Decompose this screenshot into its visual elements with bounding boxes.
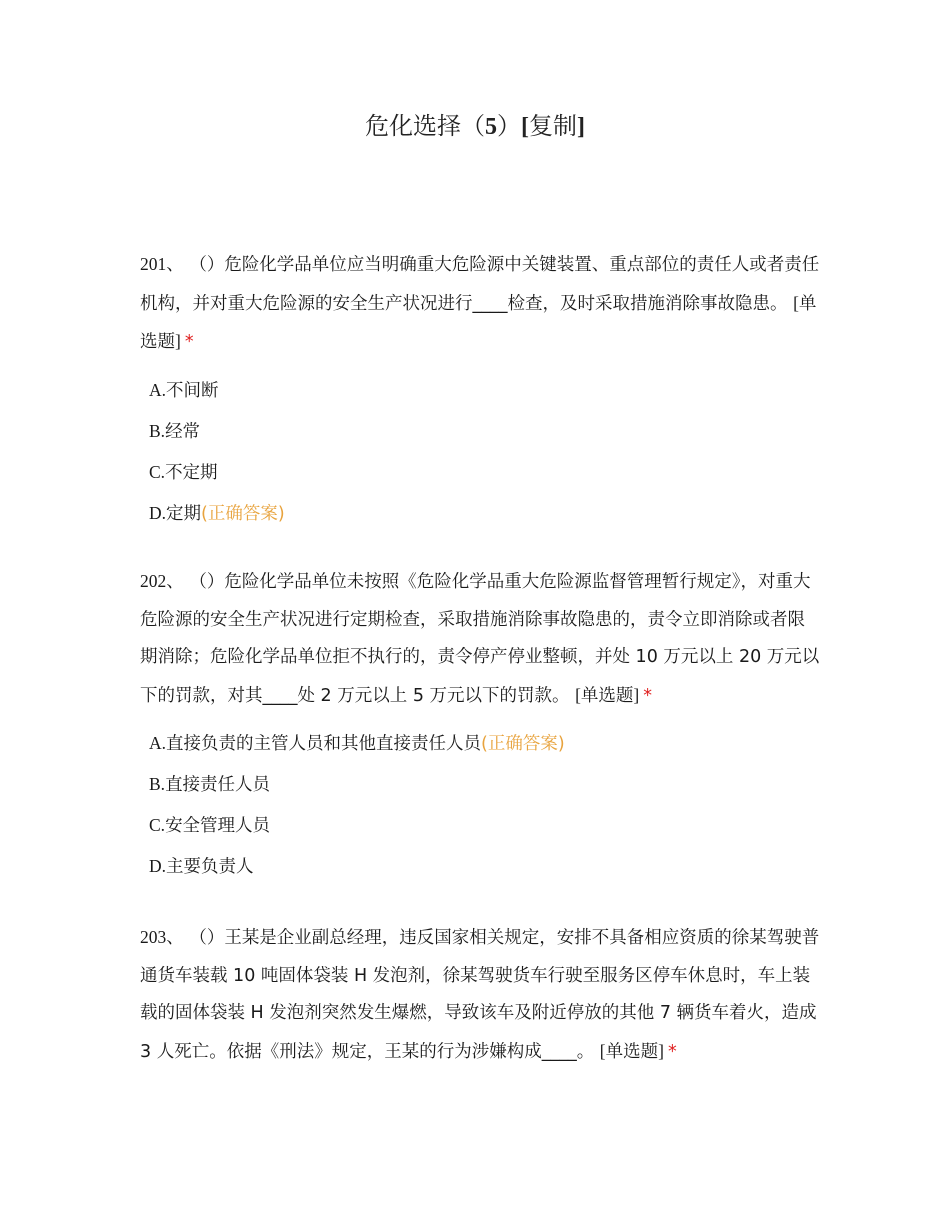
question-number: 201、 (140, 254, 184, 274)
option-letter: D. (149, 502, 167, 523)
question-number: 203、 (140, 927, 184, 947)
required-mark: * (643, 685, 653, 706)
option-d[interactable] (140, 846, 820, 887)
question-body: （）王某是企业副总经理，违反国家相关规定，安排不具备相应资质的徐某驾驶普通货车装载 10 吨固体袋装 H 发泡剂，徐某驾驶货车行驶至服务区停车休息时，车上装载的固体袋装 H 发泡剂突然发生爆燃，导致该车及附近停放的其他 7 辆货车着火，造成 3 人死亡。依据《刑法》规定，王某的行为涉嫌构成____。 (140, 928, 820, 1062)
option-text: 不间断 (166, 380, 219, 401)
required-mark: * (667, 1041, 677, 1062)
option-text: 不定期 (165, 462, 218, 483)
question-type: [单选题] (575, 684, 640, 705)
question-202 (140, 563, 820, 887)
question-body: （）危险化学品单位未按照《危险化学品重大危险源监督管理暂行规定》，对重大危险源的安全生产状况进行定期检查，采取措施消除事故隐患的，责令立即消除或者限期消除；危险化学品单位拒不执行的，责令停产停业整顿，并处 10 万元以上 20 万元以下的罚款，对其____处 2 万元以上 5 万元以下的罚款。 (140, 572, 820, 706)
option-b[interactable] (140, 764, 820, 805)
option-text: 定期 (166, 503, 202, 524)
title-text: 危化选择（ (365, 112, 485, 140)
option-letter: C. (149, 815, 166, 835)
question-203 (140, 919, 820, 1071)
question-text (140, 246, 820, 362)
page-title (0, 108, 950, 145)
option-d[interactable] (140, 493, 820, 534)
option-b[interactable] (140, 411, 820, 452)
option-text: 安全管理人员 (165, 816, 271, 836)
option-letter: B. (149, 420, 166, 441)
correct-answer-label: (正确答案) (481, 734, 565, 754)
option-text: 主要负责人 (166, 857, 254, 877)
option-c[interactable] (140, 452, 820, 493)
option-a[interactable] (140, 723, 820, 764)
question-text (140, 563, 820, 715)
copy-label: 复制 (529, 112, 577, 140)
option-letter: C. (149, 461, 166, 482)
copy-bracket-close: ] (577, 114, 585, 140)
option-list (140, 370, 820, 534)
option-text: 直接责任人员 (165, 775, 271, 795)
question-type: [单选题] (599, 1040, 664, 1061)
option-c[interactable] (140, 805, 820, 846)
correct-answer-label: (正确答案) (201, 503, 285, 524)
option-a[interactable] (140, 370, 820, 411)
required-mark: * (184, 332, 194, 352)
option-list (140, 723, 820, 887)
option-letter: A. (149, 379, 167, 400)
question-text (140, 919, 820, 1071)
question-body: （）危险化学品单位应当明确重大危险源中关键装置、重点部位的责任人或者责任机构，并对重大危险源的安全生产状况进行____检查，及时采取措施消除事故隐患。 (140, 255, 820, 314)
copy-bracket-open: [ (521, 114, 529, 140)
question-201 (140, 246, 820, 534)
option-text: 经常 (165, 421, 201, 442)
option-letter: D. (149, 856, 167, 876)
option-letter: A. (149, 733, 167, 753)
title-close: ） (497, 112, 521, 140)
question-type: [单选题] (140, 292, 817, 351)
option-letter: B. (149, 774, 166, 794)
question-number: 202、 (140, 571, 184, 591)
option-text: 直接负责的主管人员和其他直接责任人员 (166, 734, 482, 754)
title-number: 5 (485, 114, 497, 140)
